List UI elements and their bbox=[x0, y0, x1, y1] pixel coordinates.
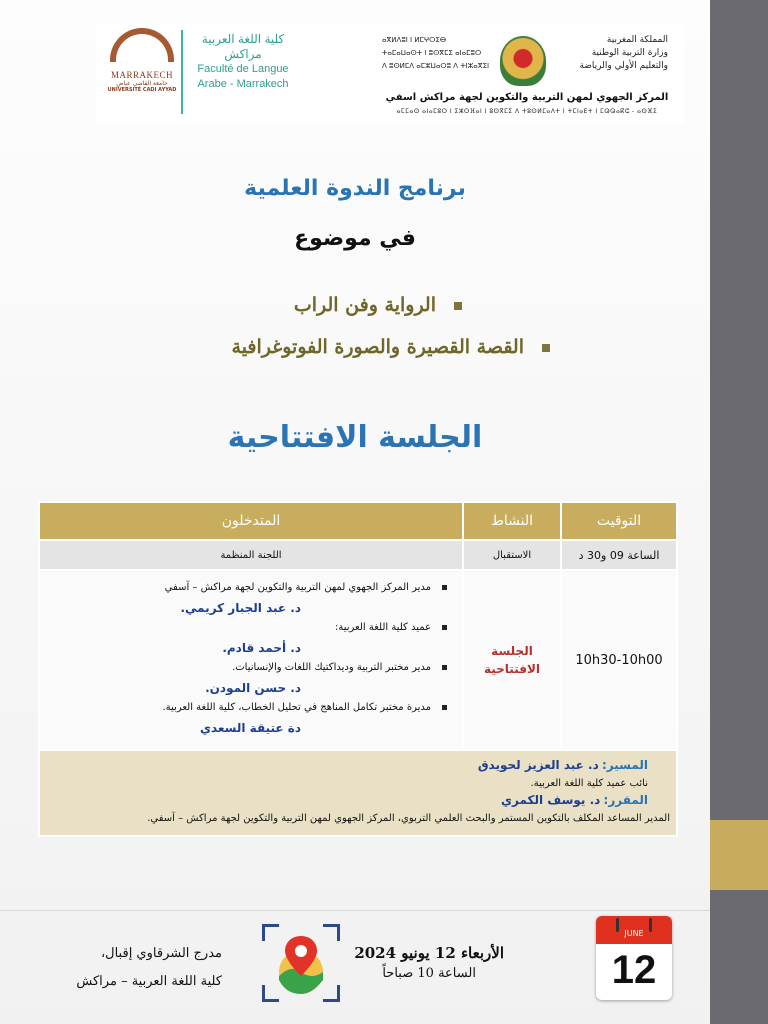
session-title: الجلسة الافتتاحية bbox=[227, 420, 483, 455]
moderator-name: د. عبد العزيز لحويدق bbox=[477, 758, 599, 772]
table-row bbox=[39, 750, 677, 836]
speaker-name: دة عتيقة السعدي bbox=[199, 721, 301, 735]
opening-activity-1: الجلسة bbox=[491, 644, 533, 658]
speaker-name: د. أحمد قادم. bbox=[222, 641, 301, 655]
footer-divider bbox=[0, 910, 710, 911]
topic-2 bbox=[232, 336, 550, 358]
list-item bbox=[51, 700, 451, 740]
ministry-arabic bbox=[552, 34, 668, 73]
moderation-cell bbox=[39, 750, 677, 836]
calendar-month: JUNE bbox=[596, 916, 672, 944]
square-bullet-icon bbox=[454, 302, 462, 310]
faculty-name-ar-1: كلية اللغة العربية bbox=[201, 32, 285, 46]
ministry-tif-1: ⴰⴳⵍⴷⵓⵏ ⵏ ⵍⵎⵖⵔⵉⴱ bbox=[382, 36, 447, 44]
program-table bbox=[38, 501, 678, 837]
list-item bbox=[51, 580, 451, 620]
location-line-1: مدرج الشرقاوي إقبال، bbox=[100, 946, 222, 961]
list-item bbox=[51, 660, 451, 700]
coat-of-arms-icon bbox=[500, 36, 546, 86]
calendar-ring-icon bbox=[616, 918, 619, 932]
calendar-day: 12 bbox=[611, 948, 657, 992]
university-name-ar: جامعة القاضي عياض bbox=[116, 80, 168, 87]
topic-1 bbox=[294, 294, 462, 316]
faculty-name-fr-1: Faculté de Langue bbox=[197, 63, 289, 75]
faculty-logo-label: MARRAKECH bbox=[110, 70, 173, 80]
table-header-row bbox=[39, 502, 677, 540]
moderator-label: المسير: bbox=[601, 758, 648, 772]
reception-speakers: اللجنة المنظمة bbox=[39, 540, 463, 570]
event-location bbox=[76, 940, 222, 996]
program-title: برنامج الندوة العلمية bbox=[244, 176, 466, 201]
speaker-role: مديرة مختبر تكامل المناهج في تحليل الخطاب، كلية اللغة العربية. bbox=[162, 702, 431, 713]
frame-corner bbox=[323, 924, 340, 941]
speaker-role: عميد كلية اللغة العربية: bbox=[334, 622, 431, 633]
speaker-role: مدير مختبر التربية وديداكتيك اللغات والإنسانيات. bbox=[232, 662, 431, 673]
date-line: الأربعاء 12 يونيو 2024 bbox=[354, 944, 504, 962]
ministry-logo bbox=[382, 30, 682, 120]
frame-corner bbox=[262, 985, 279, 1002]
regional-center-tif: ⴰⵎⵎⴰⵙ ⴰⵏⴰⵎⵓⵔ ⵏ ⵉⵣⵔⴼⴰⵏ ⵏ ⵓⵙⴳⵎⵉ ⴷ ⵜⵓⵙⵍⵎⴰⴷⵜ ⵏ ⵜⵎⵏⴰⴹⵜ ⵏ ⵎⵕⵕⴰⴽⵛ - ⴰⵙⴼⵉ bbox=[396, 108, 658, 115]
faculty-logo bbox=[106, 28, 178, 118]
opening-time: 10h30-10h00 bbox=[561, 570, 677, 750]
frame-corner bbox=[262, 924, 279, 941]
opening-speakers bbox=[39, 570, 463, 750]
university-name-fr: UNIVERSITÉ CADI AYYAD bbox=[107, 87, 177, 93]
faculty-name bbox=[188, 32, 298, 92]
header-logos bbox=[96, 24, 684, 124]
ministry-tif-3: ⴷ ⵓⵙⵍⵎⴷ ⴰⵎⵣⵡⴰⵔⵓ ⴷ ⵜⵏⵣⴰⴳⵉⵏ bbox=[382, 62, 490, 70]
rapporteur-role: المدير المساعد المكلف بالتكوين المستمر والبحث العلمي التربوي، المركز الجهوي لمهن التربية والتكوين لجهة مراكش – آسفي. bbox=[147, 813, 670, 824]
faculty-name-fr-2: Arabe - Marrakech bbox=[197, 78, 289, 90]
opening-activity-2: الافتتاحية bbox=[483, 662, 541, 676]
list-item bbox=[51, 620, 451, 660]
header-activity: النشاط bbox=[463, 502, 561, 540]
ministry-ar-1: المملكة المغربية bbox=[606, 35, 668, 45]
faculty-divider bbox=[181, 30, 183, 114]
calendar-ring-icon bbox=[649, 918, 652, 932]
header-speakers: المتدخلون bbox=[39, 502, 463, 540]
speaker-role: مدير المركز الجهوي لمهن التربية والتكوين لجهة مراكش – آسفي bbox=[164, 582, 431, 593]
location-line-2: كلية اللغة العربية – مراكش bbox=[76, 974, 222, 989]
time-line: الساعة 10 صباحاً bbox=[382, 966, 476, 981]
side-accent bbox=[710, 820, 768, 890]
reception-time: الساعة 09 و30 د bbox=[561, 540, 677, 570]
table-row bbox=[39, 570, 677, 750]
topic-1-text: الرواية وفن الراب bbox=[293, 294, 436, 316]
calendar-icon bbox=[596, 916, 672, 1000]
event-date bbox=[354, 944, 504, 981]
rapporteur-name: د. يوسف الكمري bbox=[501, 793, 601, 807]
moderator-role: نائب عميد كلية اللغة العربية. bbox=[530, 778, 648, 789]
frame-corner bbox=[323, 985, 340, 1002]
speaker-name: د. حسن المودن. bbox=[205, 681, 301, 695]
opening-activity bbox=[463, 570, 561, 750]
reception-activity: الاستقبال bbox=[463, 540, 561, 570]
ministry-ar-2: وزارة التربية الوطنية bbox=[591, 48, 668, 58]
location-pin-icon bbox=[262, 924, 340, 1002]
square-bullet-icon bbox=[542, 344, 550, 352]
subject-label: في موضوع bbox=[294, 226, 416, 251]
topic-2-text: القصة القصيرة والصورة الفوتوغرافية bbox=[231, 336, 524, 358]
rapporteur-label: المقرر: bbox=[603, 793, 648, 807]
table-row bbox=[39, 540, 677, 570]
ministry-ar-3: والتعليم الأولي والرياضة bbox=[579, 61, 668, 71]
faculty-arch-icon bbox=[110, 28, 174, 62]
regional-center-ar: المركز الجهوي لمهن التربية والتكوين لجهة مراكش اسفي bbox=[385, 92, 669, 103]
ministry-tifinagh bbox=[382, 34, 492, 73]
faculty-name-ar-2: مراكش bbox=[224, 47, 262, 61]
header-time: التوقيت bbox=[561, 502, 677, 540]
speaker-name: د. عبد الجبار كريمي. bbox=[180, 601, 301, 615]
ministry-tif-2: ⵜⴰⵎⴰⵡⴰⵙⵜ ⵏ ⵓⵙⴳⵎⵉ ⴰⵏⴰⵎⵓⵔ bbox=[382, 49, 482, 57]
